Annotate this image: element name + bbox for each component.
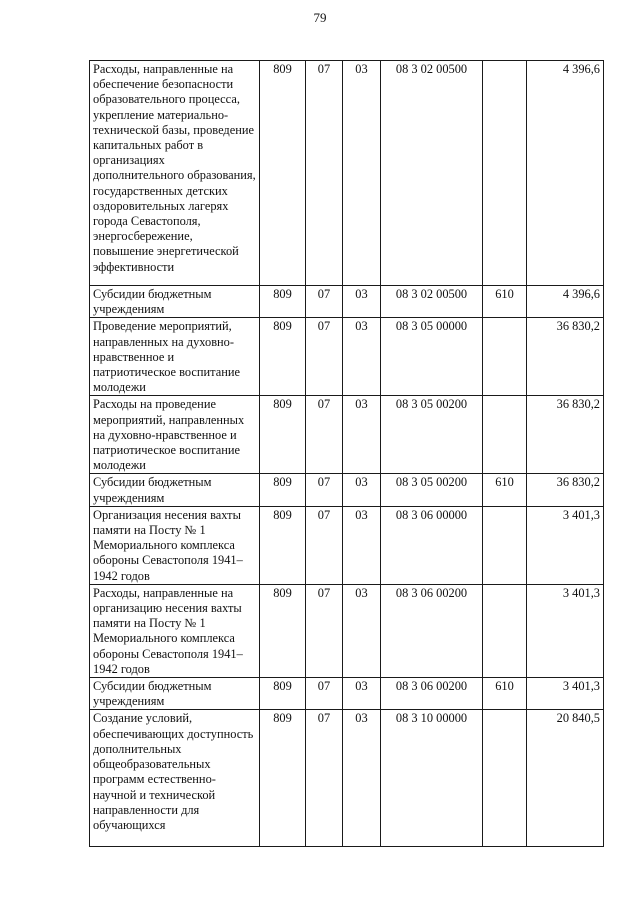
- row-name: Расходы на проведение мероприятий, направленных на духовно-нравственное и патриотическое воспитание молодежи: [90, 396, 260, 474]
- row-ministry-code: 809: [260, 286, 306, 318]
- row-target-item: 08 3 02 00500: [381, 286, 483, 318]
- row-name: Организация несения вахты памяти на Посту № 1 Мемориального комплекса обороны Севастополя 1941–1942 годов: [90, 506, 260, 584]
- row-amount: 36 830,2: [527, 474, 604, 506]
- row-target-item: 08 3 06 00200: [381, 584, 483, 677]
- row-section: 07: [306, 710, 343, 847]
- row-amount: 36 830,2: [527, 396, 604, 474]
- row-expense-type: [483, 710, 527, 847]
- row-amount: 4 396,6: [527, 61, 604, 286]
- row-expense-type: 610: [483, 474, 527, 506]
- row-expense-type: [483, 396, 527, 474]
- budget-table: [89, 60, 604, 847]
- row-expense-type: [483, 61, 527, 286]
- row-subsection: 03: [343, 506, 381, 584]
- table-row: [90, 396, 604, 474]
- row-ministry-code: 809: [260, 584, 306, 677]
- row-subsection: 03: [343, 710, 381, 847]
- row-ministry-code: 809: [260, 506, 306, 584]
- row-subsection: 03: [343, 584, 381, 677]
- row-expense-type: 610: [483, 678, 527, 710]
- row-section: 07: [306, 318, 343, 396]
- row-section: 07: [306, 506, 343, 584]
- row-section: 07: [306, 678, 343, 710]
- row-target-item: 08 3 02 00500: [381, 61, 483, 286]
- row-name: Проведение мероприятий, направленных на духовно-нравственное и патриотическое воспитание молодежи: [90, 318, 260, 396]
- row-name: Расходы, направленные на обеспечение безопасности образовательного процесса, укрепление материально-технической базы, проведение капитальных работ в организациях дополнительного образования, государственных детских оздоровительных лагерях города Севастополя, энергосбережение, повышение энергетической эффективности: [90, 61, 260, 286]
- row-subsection: 03: [343, 286, 381, 318]
- table-row: [90, 678, 604, 710]
- row-name: Расходы, направленные на организацию несения вахты памяти на Посту № 1 Мемориального комплекса обороны Севастополя 1941–1942 годов: [90, 584, 260, 677]
- row-section: 07: [306, 474, 343, 506]
- row-amount: 4 396,6: [527, 286, 604, 318]
- table-row: [90, 286, 604, 318]
- row-ministry-code: 809: [260, 396, 306, 474]
- row-ministry-code: 809: [260, 678, 306, 710]
- row-name: Субсидии бюджетным учреждениям: [90, 678, 260, 710]
- row-subsection: 03: [343, 61, 381, 286]
- row-subsection: 03: [343, 474, 381, 506]
- row-target-item: 08 3 10 00000: [381, 710, 483, 847]
- row-target-item: 08 3 06 00000: [381, 506, 483, 584]
- row-ministry-code: 809: [260, 318, 306, 396]
- row-amount: 3 401,3: [527, 506, 604, 584]
- row-ministry-code: 809: [260, 61, 306, 286]
- table-row: [90, 318, 604, 396]
- row-target-item: 08 3 05 00200: [381, 474, 483, 506]
- page-number: 79: [313, 10, 327, 25]
- table-row: [90, 710, 604, 847]
- table-row: [90, 506, 604, 584]
- row-expense-type: [483, 318, 527, 396]
- row-amount: 36 830,2: [527, 318, 604, 396]
- row-amount: 3 401,3: [527, 678, 604, 710]
- row-name: Субсидии бюджетным учреждениям: [90, 286, 260, 318]
- row-name: Субсидии бюджетным учреждениям: [90, 474, 260, 506]
- row-ministry-code: 809: [260, 710, 306, 847]
- row-amount: 20 840,5: [527, 710, 604, 847]
- row-ministry-code: 809: [260, 474, 306, 506]
- row-section: 07: [306, 396, 343, 474]
- row-section: 07: [306, 286, 343, 318]
- row-expense-type: [483, 506, 527, 584]
- row-subsection: 03: [343, 318, 381, 396]
- row-subsection: 03: [343, 678, 381, 710]
- row-target-item: 08 3 06 00200: [381, 678, 483, 710]
- table-row: [90, 474, 604, 506]
- row-target-item: 08 3 05 00200: [381, 396, 483, 474]
- row-target-item: 08 3 05 00000: [381, 318, 483, 396]
- row-subsection: 03: [343, 396, 381, 474]
- row-section: 07: [306, 61, 343, 286]
- row-name: Создание условий, обеспечивающих доступность дополнительных общеобразовательных программ естественно-научной и технической направленности для обучающихся: [90, 710, 260, 847]
- row-amount: 3 401,3: [527, 584, 604, 677]
- row-expense-type: [483, 584, 527, 677]
- table-row: [90, 584, 604, 677]
- row-expense-type: 610: [483, 286, 527, 318]
- row-section: 07: [306, 584, 343, 677]
- table-row: [90, 61, 604, 286]
